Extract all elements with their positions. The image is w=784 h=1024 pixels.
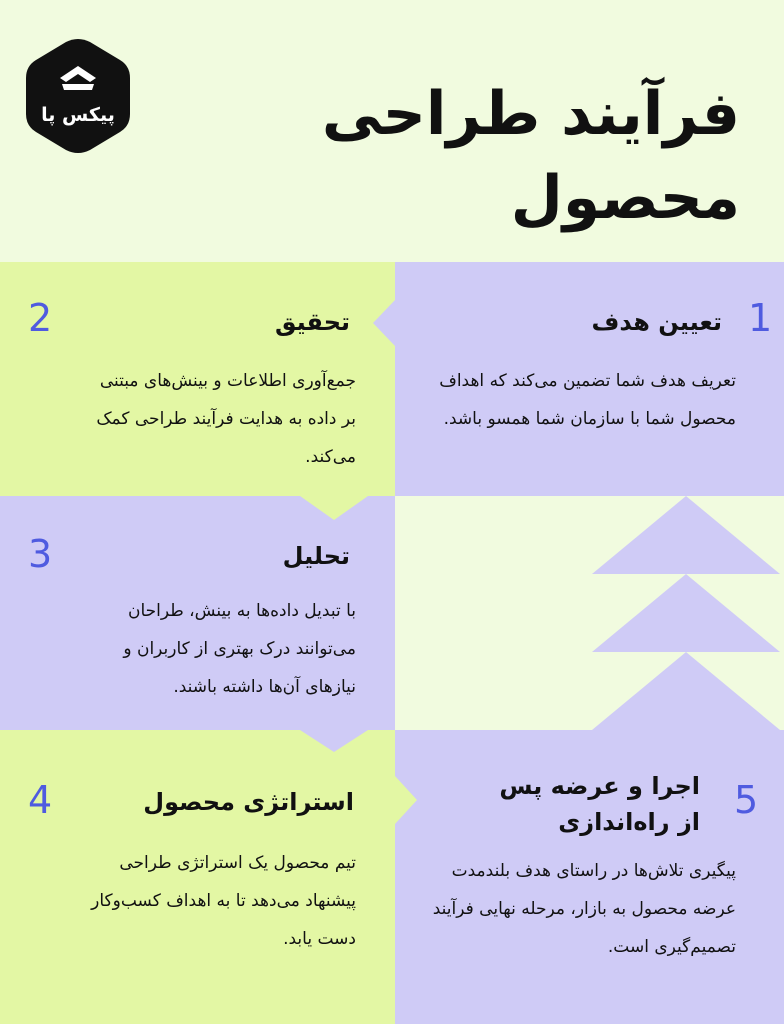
step-3-title: تحلیل [282, 542, 350, 570]
title-line-1: فرآیند طراحی [321, 79, 740, 149]
step-2-title: تحقیق [274, 308, 350, 336]
step-1-title: تعیین هدف [591, 308, 722, 336]
triangle-up-icon [592, 574, 780, 652]
triangle-up-icon [592, 496, 780, 574]
step-1-text: تعریف هدف شما تضمین می‌کند که اهداف محصول شما با سازمان شما همسو باشد. [439, 371, 736, 429]
step-2-number: 2 [28, 296, 53, 340]
step-3-text: با تبدیل داده‌ها به بینش، طراحان می‌توانند درک بهتری از کاربران و نیازهای آن‌ها داشته باشند. [123, 601, 356, 697]
step-3-number: 3 [28, 532, 53, 576]
step-5-title: اجرا و عرضه پس از راه‌اندازی [499, 772, 700, 836]
brand-name: پیکس پا [41, 104, 115, 126]
arrow-left-icon [373, 300, 395, 346]
arrow-down-icon [300, 496, 368, 520]
step-5-text: پیگیری تلاش‌ها در راستای هدف بلندمدت عرضه محصول به بازار، مرحله نهایی فرآیند تصمیم‌گیری است. [432, 861, 736, 957]
arrow-down-icon [300, 730, 368, 752]
triangle-up-icon [592, 652, 780, 730]
step-4-text: تیم محصول یک استراتژی طراحی پیشنهاد می‌دهد تا به اهداف کسب‌وکار دست یابد. [91, 853, 356, 949]
arrow-right-icon [395, 776, 417, 824]
step-4-title: استراتژی محصول [143, 788, 354, 816]
title-line-2: محصول [510, 163, 740, 233]
step-5-number: 5 [734, 778, 759, 822]
step-4-number: 4 [28, 778, 53, 822]
step-1-number: 1 [748, 296, 773, 340]
step-2-text: جمع‌آوری اطلاعات و بینش‌های مبتنی بر داده به هدایت فرآیند طراحی کمک می‌کند. [96, 371, 356, 467]
